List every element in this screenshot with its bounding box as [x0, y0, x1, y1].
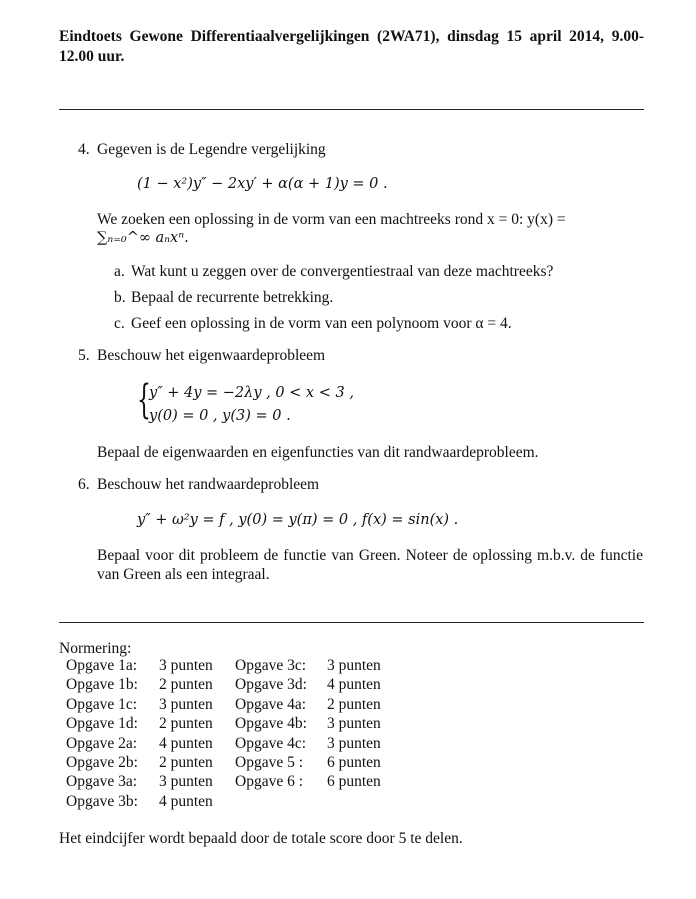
score-table: [66, 656, 397, 811]
score-punten: 3 punten: [327, 657, 381, 674]
score-punten: 4 punten: [159, 792, 213, 810]
score-opgave: Opgave 4a:: [235, 695, 307, 713]
score-punten: 4 punten: [159, 734, 213, 752]
score-row: [66, 792, 397, 811]
q4-item-b-text: Bepaal de recurrente betrekking.: [131, 289, 334, 306]
score-row: [66, 714, 397, 733]
top-divider: [59, 109, 644, 110]
score-punten: 2 punten: [159, 676, 213, 694]
score-row: [66, 675, 397, 694]
score-opgave: Opgave 1a:: [66, 657, 138, 674]
q6-intro: Beschouw het randwaardeprobleem: [97, 476, 320, 493]
score-punten: 3 punten: [327, 734, 381, 752]
bottom-divider: [59, 622, 644, 623]
score-opgave: Opgave 3a:: [66, 773, 138, 791]
q6-equation: y″ + ω²y = f , y(0) = y(π) = 0 , f(x) = sin(x) .: [137, 512, 459, 528]
footer-note: Het eindcijfer wordt bepaald door de totale score door 5 te delen.: [59, 830, 463, 847]
q5-number: 5.: [78, 347, 90, 364]
score-punten: 3 punten: [327, 715, 381, 733]
score-punten: 3 punten: [159, 657, 213, 674]
score-row: [66, 772, 397, 791]
normering-heading: Normering:: [59, 640, 132, 657]
q4-item-b-label: b.: [114, 289, 126, 306]
q4-item-a-text: Wat kunt u zeggen over de convergentiestraal van deze machtreeks?: [131, 263, 554, 280]
q4-search-line1: We zoeken een oplossing in de vorm van een machtreeks rond x = 0: y(x) =: [97, 211, 566, 228]
score-opgave: Opgave 1d:: [66, 715, 138, 733]
score-punten: 6 punten: [327, 754, 381, 772]
score-punten: 2 punten: [159, 715, 213, 733]
score-punten: [327, 792, 397, 811]
score-opgave: Opgave 1b:: [66, 676, 138, 694]
q5-equation-2: y(0) = 0 , y(3) = 0 .: [149, 408, 291, 424]
q4-search-line2: ∑ₙ₌₀^∞ aₙxⁿ.: [97, 230, 189, 246]
system-brace: {: [137, 377, 151, 423]
score-punten: 3 punten: [159, 773, 213, 791]
exam-title: Eindtoets Gewone Differentiaalvergelijkingen (2WA71), dinsdag 15 april 2014, 9.00-12.00 uur.: [59, 28, 644, 65]
score-punten: 2 punten: [327, 695, 381, 713]
score-opgave: Opgave 5 :: [235, 754, 304, 772]
score-opgave: Opgave 4b:: [235, 715, 307, 733]
q5-task: Bepaal de eigenwaarden en eigenfuncties van dit randwaardeprobleem.: [97, 444, 539, 461]
score-punten: 3 punten: [159, 695, 213, 713]
score-row: [66, 753, 397, 772]
q6-number: 6.: [78, 476, 90, 493]
score-punten: 4 punten: [327, 676, 381, 694]
q4-item-c-label: c.: [114, 315, 125, 332]
score-row: [66, 695, 397, 714]
q4-intro: Gegeven is de Legendre vergelijking: [97, 141, 326, 158]
score-opgave: Opgave 1c:: [66, 695, 138, 713]
score-row: [66, 734, 397, 753]
q4-item-c-text: Geef een oplossing in de vorm van een polynoom voor α = 4.: [131, 315, 512, 332]
score-opgave: Opgave 4c:: [235, 734, 307, 752]
q4-item-a-label: a.: [114, 263, 125, 280]
q4-equation: (1 − x²)y″ − 2xy′ + α(α + 1)y = 0 .: [137, 176, 388, 192]
score-punten: 6 punten: [327, 773, 381, 791]
q6-task: Bepaal voor dit probleem de functie van Green. Noteer de oplossing m.b.v. de functie van Green als een integraal.: [97, 547, 643, 583]
score-opgave: Opgave 3b:: [66, 792, 138, 810]
q5-equation-1: y″ + 4y = −2λy , 0 < x < 3 ,: [149, 385, 354, 401]
score-opgave: Opgave 6 :: [235, 773, 304, 791]
score-opgave: Opgave 2a:: [66, 734, 138, 752]
score-row: [66, 656, 397, 675]
score-opgave: Opgave 2b:: [66, 754, 138, 772]
score-opgave: Opgave 3d:: [235, 676, 307, 694]
score-opgave: Opgave 3c:: [235, 657, 307, 674]
q5-intro: Beschouw het eigenwaardeprobleem: [97, 347, 326, 364]
q4-number: 4.: [78, 141, 90, 158]
score-opgave: [235, 792, 327, 811]
score-punten: 2 punten: [159, 754, 213, 772]
